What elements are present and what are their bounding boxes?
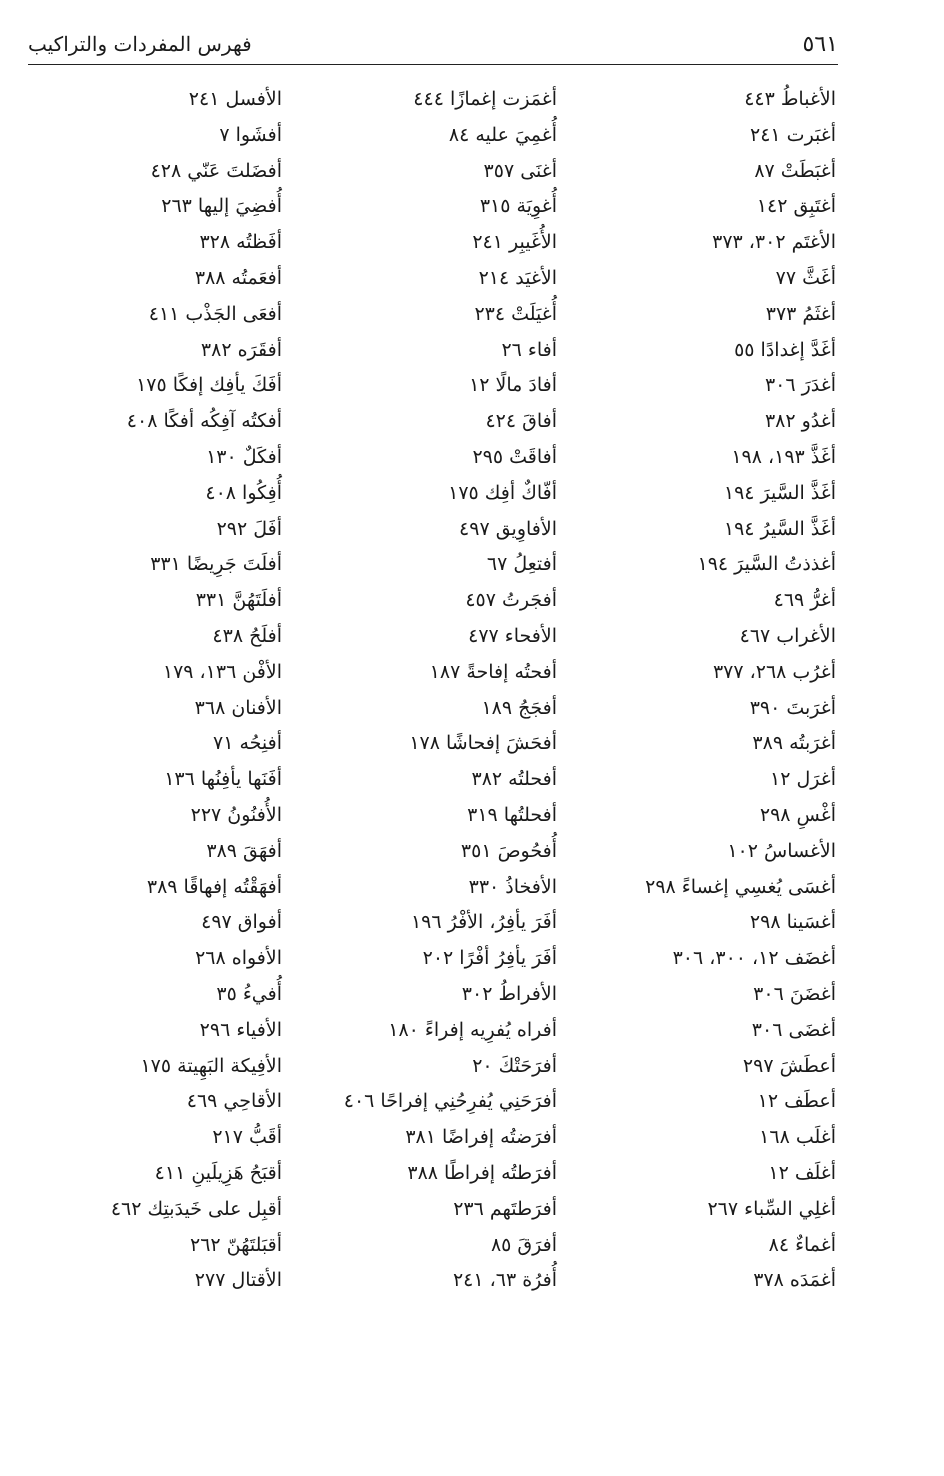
index-entry: أفشَوا ٧ — [219, 123, 282, 146]
index-entry: أغرَبتُه ٣٨٩ — [752, 732, 836, 755]
index-entry: أفاقَ ٤٢٤ — [485, 410, 557, 433]
index-entry: أُغيَلَتْ ٢٣٤ — [474, 302, 557, 325]
index-entry: الأغيَد ٢١٤ — [478, 266, 557, 289]
running-title: فهرس المفردات والتراكيب — [28, 32, 252, 56]
index-entry: أفحلتُها ٣١٩ — [467, 803, 557, 826]
index-entry: أغماءٌ ٨٤ — [768, 1233, 836, 1256]
index-entry: الأفسل ٢٤١ — [188, 88, 282, 110]
index-entry: أفحَشَ إفحاشًا ١٧٨ — [409, 732, 557, 755]
index-entry: أفلَحُ ٤٣٨ — [212, 624, 282, 647]
index-column-left — [2, 82, 282, 1299]
index-entry: أغرَبتَ ٣٩٠ — [749, 696, 836, 719]
index-entry: أُغوِيَة ٣١٥ — [479, 195, 557, 218]
index-entry: أفحتُه إفاحةً ١٨٧ — [429, 660, 557, 683]
index-entry: أفّاكٌ أفِك ١٧٥ — [448, 481, 557, 504]
index-entry: أقَبُّ ٢١٧ — [212, 1126, 282, 1149]
index-entry: أفاء ٢٦ — [501, 338, 557, 361]
index-entry: أفهَقَ ٣٨٩ — [206, 839, 282, 862]
index-entry: أفواق ٤٩٧ — [201, 911, 282, 934]
index-entry: أغنَى ٣٥٧ — [483, 159, 557, 182]
index-column-middle — [277, 82, 557, 1299]
index-entry: أفرَطتُه إفراطًا ٣٨٨ — [407, 1161, 557, 1184]
index-entry: أفرَضتُه إفراضًا ٣٨١ — [405, 1126, 557, 1149]
index-entry: أغلَب ١٦٨ — [759, 1126, 836, 1149]
index-entry: الأغباطُ ٤٤٣ — [744, 88, 836, 110]
index-entry: أفَرَ يأفِرُ، الأفْرُ ١٩٦ — [410, 911, 557, 934]
index-entry: أفرَطتَهم ٢٣٦ — [453, 1197, 557, 1220]
index-entry: أغضَف ١٢، ٣٠٠، ٣٠٦ — [672, 947, 836, 970]
index-entry: أفكتُه آفِكُه أفكًا ٤٠٨ — [126, 410, 282, 433]
index-entry: أغرَل ١٢ — [770, 768, 836, 791]
index-entry: أقبَلتَهُنّ ٢٦٢ — [189, 1233, 282, 1256]
index-entry: أفراه يُفرِيه إفراءً ١٨٠ — [388, 1018, 557, 1041]
index-entry: الأقتال ٢٧٧ — [194, 1269, 282, 1292]
index-entry: الأُغَيبِر ٢٤١ — [472, 231, 557, 254]
index-entry: الأفراطُ ٣٠٢ — [461, 982, 557, 1005]
index-entry: أفحلتُه ٣٨٢ — [471, 768, 557, 791]
index-entry: أغرُب ٢٦٨، ٣٧٧ — [712, 660, 836, 683]
index-entry: أغدُو ٣٨٢ — [764, 410, 836, 433]
index-entry: أفضَلتَ عَنّي ٤٢٨ — [150, 159, 282, 182]
index-entry: أفتعِلُ ٦٧ — [486, 553, 557, 576]
index-entry: أفَرَ يأفِرُ أفْرًا ٢٠٢ — [422, 947, 557, 970]
index-column-right — [556, 82, 836, 1299]
index-entry: الأفواه ٢٦٨ — [195, 947, 282, 970]
index-entry: أغَذَّ السَّيرَ ١٩٤ — [723, 481, 836, 504]
index-entry: أغمَدَه ٣٧٨ — [753, 1269, 836, 1292]
index-entry: الأفخاذُ ٣٣٠ — [468, 875, 557, 898]
index-entry: أغدَرَ ٣٠٦ — [764, 374, 836, 397]
index-entry: أغرُّ ٤٦٩ — [773, 589, 836, 612]
index-entry: أغمَزت إغمازًا ٤٤٤ — [413, 88, 557, 110]
index-entry: أفكَلٌ ١٣٠ — [206, 445, 282, 468]
index-entry: أغتَبِق ١٤٢ — [756, 195, 836, 218]
index-entry: أفعَى الجَذْب ٤١١ — [148, 302, 282, 325]
index-entry: أفهَقْتُه إفهاقًا ٣٨٩ — [146, 875, 282, 898]
index-entry: أفنِحُه ٧١ — [212, 732, 282, 755]
index-entry: أفادَ مالًا ١٢ — [469, 374, 557, 397]
index-entry: أُفضِيَ إليها ٢٦٣ — [161, 195, 282, 218]
index-entry: أغسَينا ٢٩٨ — [749, 911, 836, 934]
index-entry: الأُفنُونُ ٢٢٧ — [190, 803, 282, 826]
index-entry: أفرَقَ ٨٥ — [490, 1233, 557, 1256]
index-entry: الأفِيكة البَهِيتة ١٧٥ — [140, 1054, 282, 1077]
index-entry: أغثَمُ ٣٧٣ — [765, 302, 836, 325]
index-entry: أغْسِ ٢٩٨ — [759, 803, 836, 826]
index-entry: أفَظتُه ٣٢٨ — [199, 231, 282, 254]
index-entry: أغبَطَتْ ٨٧ — [754, 159, 836, 182]
index-entry: أغبَرت ٢٤١ — [750, 123, 836, 146]
index-entry: الأقاحِي ٤٦٩ — [186, 1090, 282, 1113]
index-entry: الأغراب ٤٦٧ — [739, 624, 836, 647]
index-entry: أفرَحَتْكَ ٢٠ — [472, 1054, 557, 1077]
index-entry: الأغتَم ٣٠٢، ٣٧٣ — [712, 231, 836, 254]
index-entry: أفاقَتْ ٢٩٥ — [472, 445, 557, 468]
index-entry: أفقَرَه ٣٨٢ — [200, 338, 282, 361]
index-entry: أغَثَّ ٧٧ — [775, 266, 836, 289]
index-entry: أغذذتُ السَّيرَ ١٩٤ — [697, 553, 836, 576]
index-entry: أفلَتَهُنَّ ٣٣١ — [195, 589, 282, 612]
index-entry: أفجَرتُ ٤٥٧ — [465, 589, 557, 612]
index-entry: أغلَف ١٢ — [768, 1161, 836, 1184]
index-entry: أغَدَّ إغدادًا ٥٥ — [734, 338, 836, 361]
index-entry: أغسَى يُغسِي إغساءً ٢٩٨ — [645, 875, 836, 898]
index-entry: أغضَى ٣٠٦ — [751, 1018, 836, 1041]
index-entry: أُفرُة ٦٣، ٢٤١ — [452, 1269, 557, 1292]
index-entry: أفجَجُ ١٨٩ — [481, 696, 557, 719]
index-entry: أفلَتَ جَرِيضًا ٣٣١ — [150, 553, 282, 576]
index-entry: الأفاوِيق ٤٩٧ — [459, 517, 557, 540]
index-entry: أفرَحَنِي يُفرِحُنِي إفراحًا ٤٠٦ — [343, 1090, 557, 1113]
index-entry: أُفحُوصَ ٣٥١ — [460, 839, 557, 862]
index-entry: أعطَشَ ٢٩٧ — [742, 1054, 836, 1077]
index-entry: الأغساسُ ١٠٢ — [727, 839, 836, 862]
index-entry: أُفِكُوا ٤٠٨ — [205, 481, 282, 504]
index-entry: أغَذَّ ١٩٣، ١٩٨ — [731, 445, 836, 468]
index-entry: أغَذَّ السَّيرُ ١٩٤ — [723, 517, 836, 540]
index-entry: أُغمِيَ عليه ٨٤ — [448, 123, 557, 146]
index-entry: أعطَف ١٢ — [757, 1090, 836, 1113]
index-entry: أفعَمتُه ٣٨٨ — [194, 266, 282, 289]
index-entry: أقبَحُ هَزِيلَينِ ٤١١ — [154, 1161, 282, 1184]
index-entry: أفَلَ ٢٩٢ — [216, 517, 282, 540]
page-number: ٥٦١ — [802, 32, 838, 57]
index-entry: أغضَنَ ٣٠٦ — [753, 982, 836, 1005]
index-entry: أقبِل على خَيدَبتِك ٤٦٢ — [110, 1197, 282, 1220]
index-entry: الأفحاء ٤٧٧ — [468, 624, 557, 647]
index-entry: أُفيءُ ٣٥ — [216, 982, 282, 1005]
index-entry: أغلِي السِّباء ٢٦٧ — [707, 1197, 836, 1220]
index-entry: أفَكَ يأفِك إفكًا ١٧٥ — [136, 374, 282, 397]
index-entry: أفَنَها يأفِنُها ١٣٦ — [164, 768, 282, 791]
page-header — [28, 30, 838, 64]
index-entry: الأفْن ١٣٦، ١٧٩ — [162, 660, 282, 683]
index-entry: الأفياء ٢٩٦ — [199, 1018, 282, 1041]
header-rule — [28, 64, 838, 65]
index-entry: الأفنان ٣٦٨ — [194, 696, 282, 719]
